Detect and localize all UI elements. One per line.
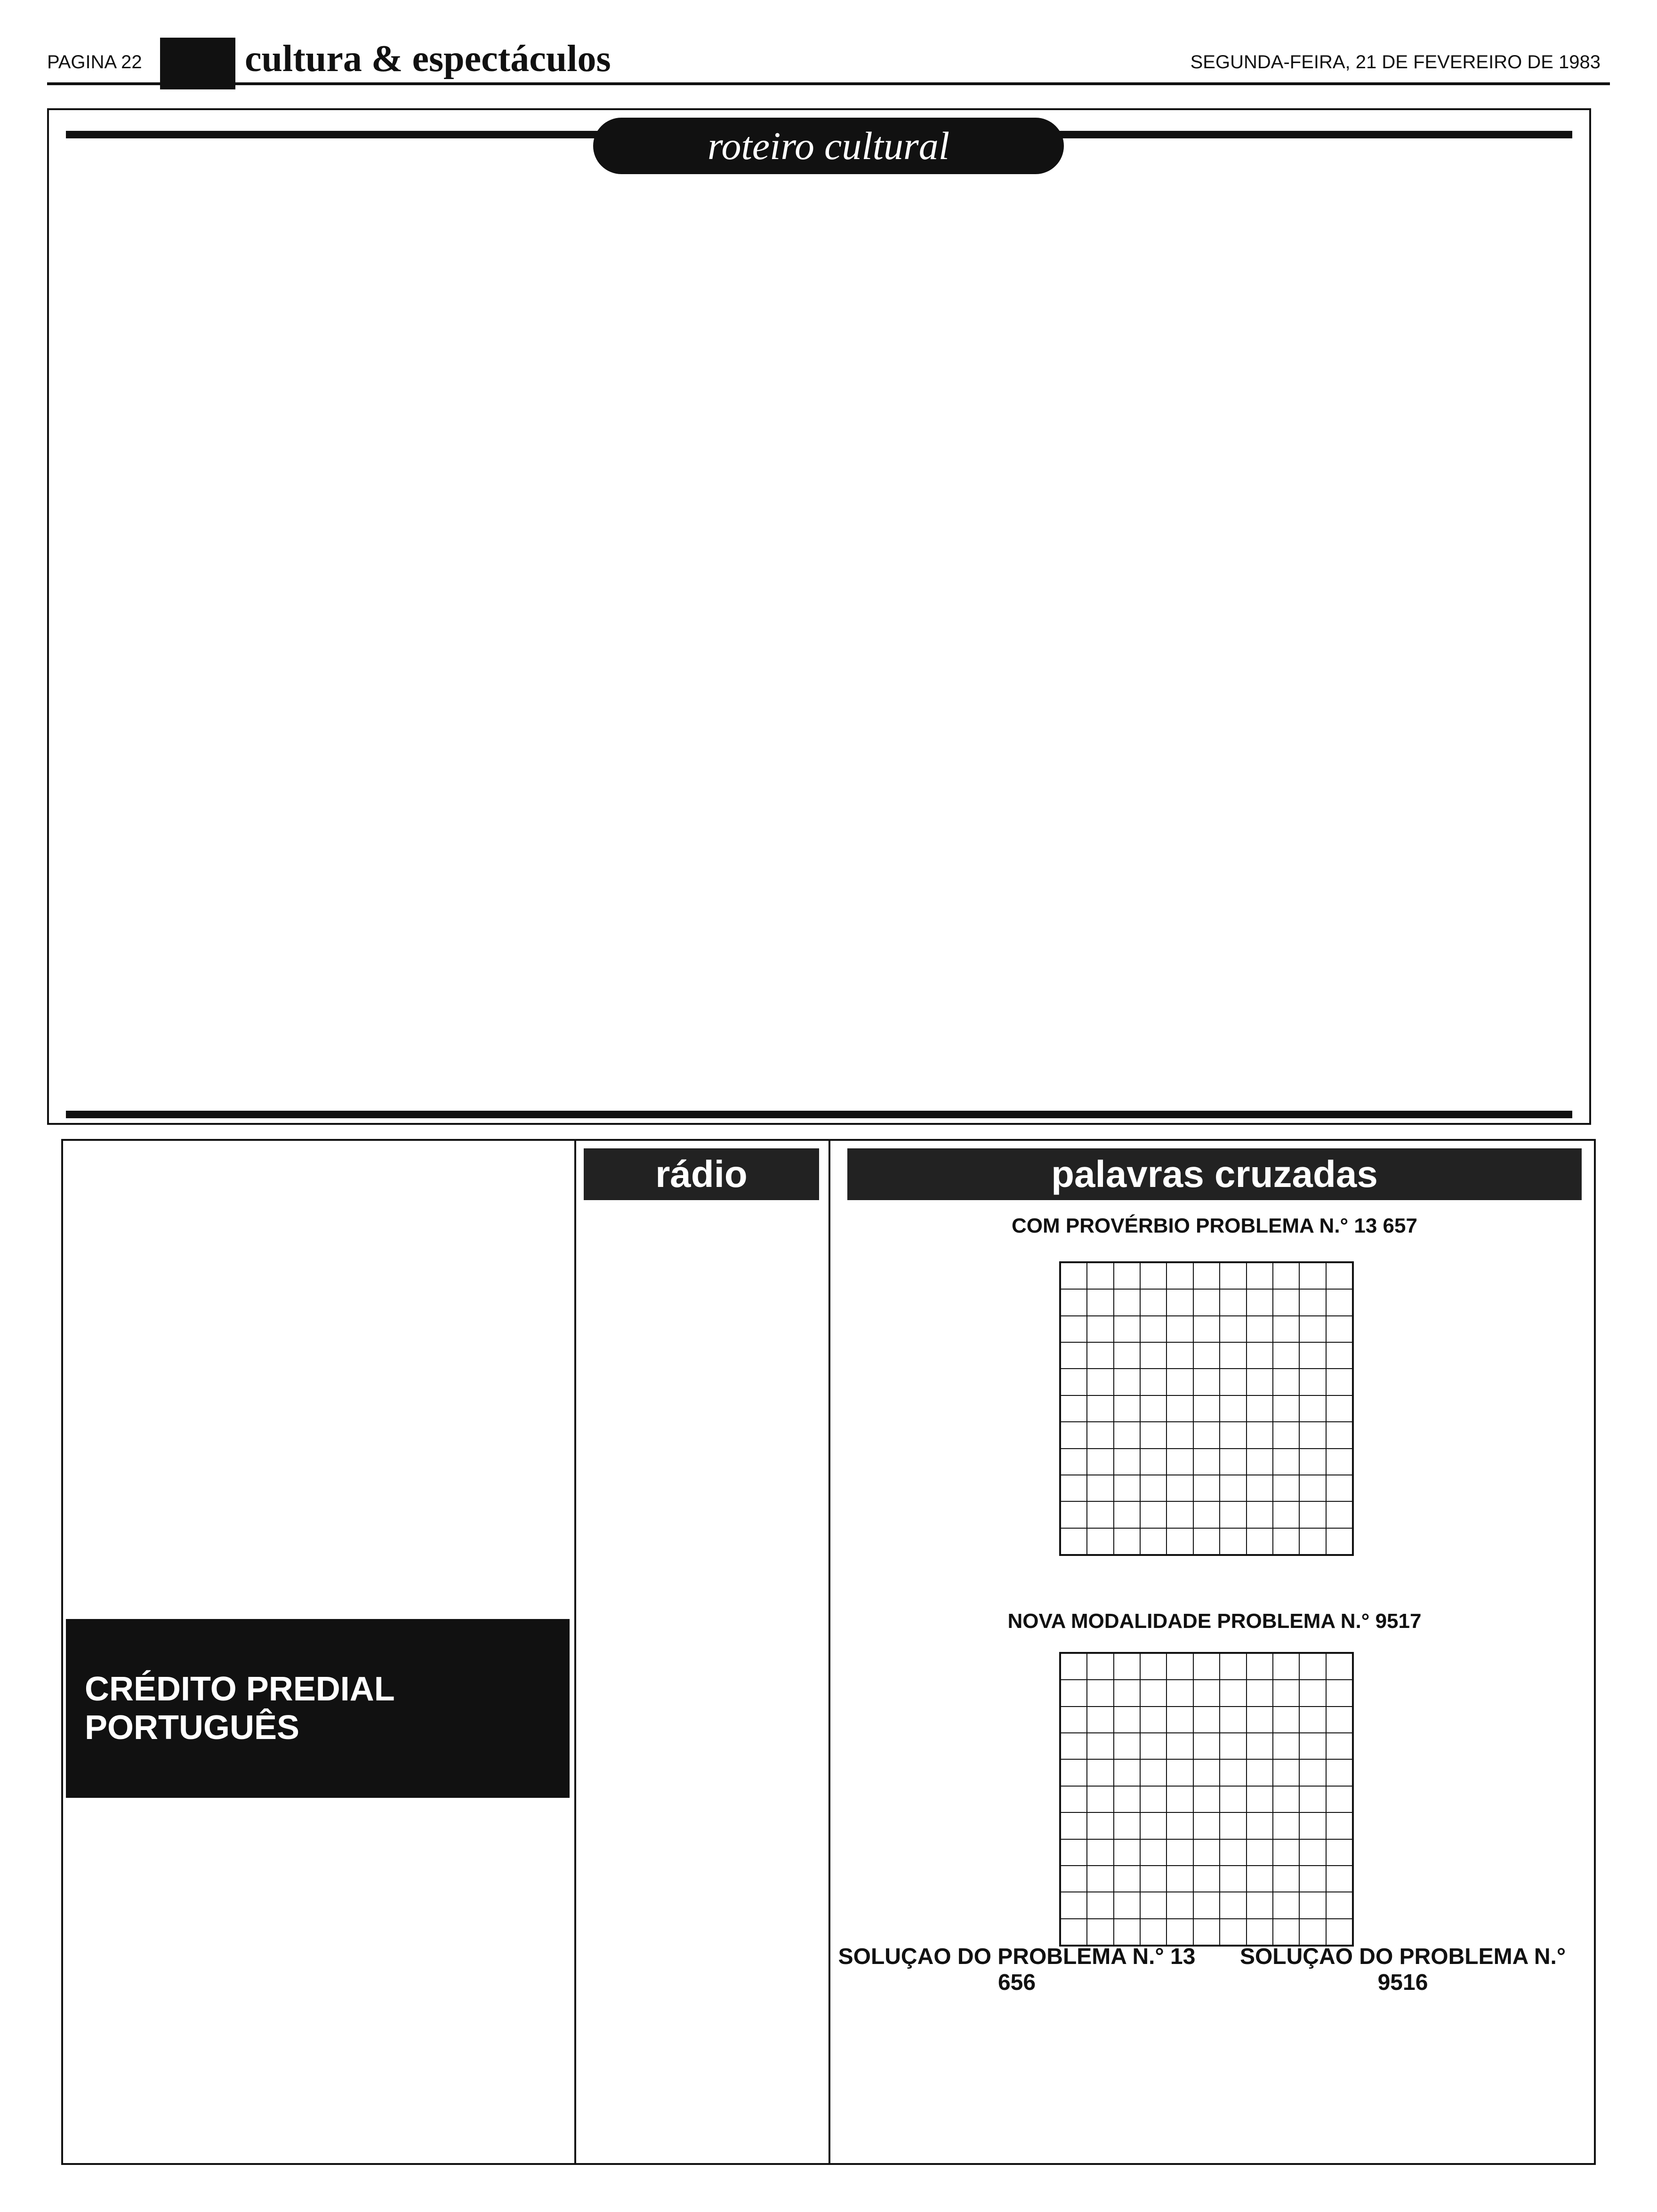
crossword-cell [1299,1369,1326,1395]
crossword-cell [1220,1653,1246,1680]
crossword-cell [1326,1528,1352,1555]
crossword-cell [1061,1892,1087,1918]
crossword-cell [1220,1342,1246,1369]
crossword-cell [1166,1263,1193,1289]
crossword-cell [1220,1395,1246,1422]
solution-2-title: SOLUÇAO DO PROBLEMA N.° 9516 [1239,1944,1566,1995]
crossword-cell [1220,1812,1246,1839]
crossword-cell [1166,1812,1193,1839]
crossword-cell [1166,1839,1193,1866]
crossword-cell [1140,1892,1166,1918]
crossword-cell [1193,1812,1220,1839]
crossword-cell [1166,1653,1193,1680]
crossword-cell [1061,1707,1087,1733]
crossword-cell [1247,1449,1273,1475]
crossword-cell [1220,1449,1246,1475]
crossword-cell [1087,1680,1113,1706]
crossword-cell [1087,1653,1113,1680]
crossword-cell [1166,1475,1193,1501]
crossword-cell [1326,1316,1352,1342]
roteiro-bottom-rule [66,1111,1572,1118]
crossword-cell [1220,1289,1246,1315]
crossword-cell [1061,1289,1087,1315]
crossword-cell [1087,1342,1113,1369]
header-rule [47,82,1610,85]
crossword-cell [1299,1866,1326,1892]
crossword-cell [1140,1839,1166,1866]
crossword-cell [1273,1733,1299,1759]
crossword-cell [1087,1449,1113,1475]
crossword-cell [1247,1653,1273,1680]
crossword-cell [1166,1866,1193,1892]
crossword-cell [1220,1422,1246,1448]
crossword-cell [1166,1680,1193,1706]
crossword-cell [1166,1528,1193,1555]
crossword-cell [1140,1733,1166,1759]
crossword-cell [1247,1707,1273,1733]
crossword-cell [1114,1289,1140,1315]
crossword-1-title: COM PROVÉRBIO PROBLEMA N.° 13 657 [1012,1214,1417,1237]
crossword-cell [1140,1653,1166,1680]
crossword-cell [1273,1653,1299,1680]
crossword-cell [1273,1316,1299,1342]
crossword-cell [1114,1759,1140,1786]
crossword-cell [1247,1839,1273,1866]
crossword-cell [1166,1919,1193,1945]
crossword-cell [1087,1501,1113,1528]
crossword-cell [1220,1919,1246,1945]
crossword-cell [1087,1289,1113,1315]
crossword-cell [1087,1812,1113,1839]
crossword-cell [1087,1316,1113,1342]
crossword-cell [1273,1289,1299,1315]
crossword-cell [1193,1395,1220,1422]
crossword-cell [1087,1263,1113,1289]
crossword-cell [1326,1759,1352,1786]
crossword-cell [1247,1395,1273,1422]
crossword-cell [1166,1449,1193,1475]
crossword-cell [1326,1919,1352,1945]
crossword-cell [1299,1707,1326,1733]
crossword-cell [1273,1342,1299,1369]
crossword-cell [1166,1892,1193,1918]
crossword-cell [1114,1316,1140,1342]
crossword-cell [1326,1892,1352,1918]
crossword-cell [1193,1707,1220,1733]
crossword-cell [1114,1263,1140,1289]
crossword-cell [1247,1733,1273,1759]
crossword-cell [1087,1786,1113,1812]
crossword-cell [1140,1342,1166,1369]
crossword-cell [1087,1369,1113,1395]
crossword-cell [1140,1501,1166,1528]
crossword-cell [1061,1919,1087,1945]
crossword-cell [1166,1316,1193,1342]
crossword-cell [1326,1501,1352,1528]
crossword-cell [1299,1812,1326,1839]
crossword-cell [1220,1892,1246,1918]
crossword-cell [1087,1528,1113,1555]
crossword-cell [1273,1812,1299,1839]
crossword-cell [1273,1866,1299,1892]
crossword-cell [1220,1680,1246,1706]
crossword-cell [1220,1786,1246,1812]
crossword-cell [1140,1528,1166,1555]
crossword-cell [1140,1475,1166,1501]
crossword-cell [1114,1369,1140,1395]
crossword-cell [1220,1316,1246,1342]
crossword-cell [1140,1263,1166,1289]
crossword-cell [1193,1786,1220,1812]
crossword-cell [1193,1289,1220,1315]
issue-date: SEGUNDA-FEIRA, 21 DE FEVEREIRO DE 1983 [1190,52,1601,72]
crossword-cell [1087,1759,1113,1786]
crossword-cell [1220,1866,1246,1892]
crossword-cell [1193,1759,1220,1786]
crossword-cell [1273,1786,1299,1812]
crossword-cell [1061,1316,1087,1342]
crossword-cell [1273,1680,1299,1706]
crossword-cell [1299,1475,1326,1501]
crossword-cell [1273,1369,1299,1395]
crossword-cell [1299,1733,1326,1759]
page-number: PAGINA 22 [47,52,142,72]
crossword-cell [1326,1342,1352,1369]
crossword-cell [1326,1449,1352,1475]
crossword-cell [1193,1866,1220,1892]
crossword-cell [1061,1395,1087,1422]
crossword-cell [1193,1919,1220,1945]
crossword-cell [1140,1422,1166,1448]
crossword-cell [1299,1680,1326,1706]
crossword-cell [1220,1501,1246,1528]
crossword-cell [1140,1316,1166,1342]
roteiro-banner: roteiro cultural [593,118,1064,174]
crossword-cell [1273,1892,1299,1918]
crossword-2-grid [1059,1652,1354,1947]
section-title: cultura & espectáculos [245,38,611,80]
crossword-cell [1326,1866,1352,1892]
crossword-cell [1326,1369,1352,1395]
crossword-cell [1299,1919,1326,1945]
radio-banner: rádio [584,1148,819,1200]
crossword-cell [1220,1839,1246,1866]
crossword-cell [1061,1501,1087,1528]
crossword-cell [1166,1786,1193,1812]
crossword-cell [1326,1395,1352,1422]
solution-1-title: SOLUÇAO DO PROBLEMA N.° 13 656 [838,1944,1196,1995]
crossword-cell [1326,1839,1352,1866]
crossword-cell [1114,1866,1140,1892]
crossword-cell [1299,1839,1326,1866]
crossword-cell [1061,1342,1087,1369]
crossword-cell [1114,1786,1140,1812]
crossword-cell [1247,1786,1273,1812]
crossword-cell [1061,1759,1087,1786]
crossword-cell [1299,1786,1326,1812]
crossword-cell [1247,1263,1273,1289]
crossword-cell [1114,1475,1140,1501]
crossword-cell [1326,1733,1352,1759]
crossword-cell [1273,1759,1299,1786]
crossword-cell [1299,1449,1326,1475]
crossword-cell [1140,1680,1166,1706]
crossword-cell [1247,1528,1273,1555]
crossword-cell [1140,1395,1166,1422]
crossword-banner: palavras cruzadas [847,1148,1582,1200]
crossword-cell [1114,1528,1140,1555]
crossword-cell [1299,1759,1326,1786]
crossword-cell [1140,1919,1166,1945]
crossword-cell [1247,1369,1273,1395]
crossword-cell [1087,1475,1113,1501]
crossword-cell [1061,1680,1087,1706]
crossword-cell [1114,1892,1140,1918]
crossword-cell [1087,1839,1113,1866]
crossword-cell [1247,1892,1273,1918]
crossword-cell [1087,1395,1113,1422]
crossword-cell [1299,1263,1326,1289]
crossword-cell [1299,1342,1326,1369]
crossword-cell [1061,1422,1087,1448]
crossword-cell [1193,1733,1220,1759]
crossword-cell [1061,1653,1087,1680]
crossword-cell [1299,1289,1326,1315]
crossword-cell [1193,1342,1220,1369]
crossword-cell [1299,1501,1326,1528]
crossword-cell [1087,1422,1113,1448]
crossword-cell [1193,1653,1220,1680]
crossword-cell [1247,1680,1273,1706]
crossword-cell [1299,1653,1326,1680]
crossword-cell [1220,1263,1246,1289]
crossword-cell [1299,1316,1326,1342]
crossword-cell [1273,1449,1299,1475]
crossword-cell [1140,1812,1166,1839]
crossword-cell [1273,1422,1299,1448]
crossword-cell [1193,1501,1220,1528]
crossword-cell [1114,1449,1140,1475]
crossword-cell [1193,1892,1220,1918]
crossword-cell [1140,1866,1166,1892]
crossword-cell [1061,1263,1087,1289]
crossword-cell [1061,1449,1087,1475]
crossword-cell [1220,1707,1246,1733]
crossword-cell [1247,1759,1273,1786]
crossword-cell [1273,1263,1299,1289]
crossword-cell [1114,1919,1140,1945]
crossword-cell [1326,1289,1352,1315]
crossword-cell [1061,1475,1087,1501]
crossword-cell [1273,1839,1299,1866]
crossword-cell [1087,1707,1113,1733]
crossword-cell [1114,1395,1140,1422]
crossword-cell [1193,1680,1220,1706]
crossword-cell [1114,1839,1140,1866]
crossword-cell [1114,1733,1140,1759]
crossword-cell [1193,1449,1220,1475]
crossword-cell [1247,1316,1273,1342]
crossword-cell [1114,1707,1140,1733]
credito-predial-ad: CRÉDITO PREDIAL PORTUGUÊS [66,1619,570,1798]
crossword-cell [1087,1919,1113,1945]
crossword-cell [1326,1786,1352,1812]
column-divider [574,1139,576,2165]
crossword-cell [1166,1289,1193,1315]
crossword-cell [1299,1422,1326,1448]
crossword-cell [1220,1733,1246,1759]
crossword-cell [1140,1449,1166,1475]
crossword-cell [1247,1501,1273,1528]
roteiro-frame [47,108,1591,1125]
crossword-cell [1140,1289,1166,1315]
crossword-cell [1166,1395,1193,1422]
crossword-cell [1247,1812,1273,1839]
crossword-cell [1061,1733,1087,1759]
crossword-cell [1166,1707,1193,1733]
crossword-cell [1140,1369,1166,1395]
crossword-cell [1273,1528,1299,1555]
crossword-cell [1247,1289,1273,1315]
crossword-cell [1326,1680,1352,1706]
crossword-cell [1114,1653,1140,1680]
crossword-cell [1193,1263,1220,1289]
crossword-cell [1326,1422,1352,1448]
crossword-cell [1193,1475,1220,1501]
crossword-cell [1273,1395,1299,1422]
crossword-cell [1273,1919,1299,1945]
crossword-cell [1273,1501,1299,1528]
crossword-cell [1140,1786,1166,1812]
crossword-cell [1326,1707,1352,1733]
crossword-cell [1140,1759,1166,1786]
crossword-cell [1326,1812,1352,1839]
crossword-cell [1140,1707,1166,1733]
crossword-cell [1326,1263,1352,1289]
crossword-cell [1326,1475,1352,1501]
crossword-cell [1273,1707,1299,1733]
crossword-cell [1087,1866,1113,1892]
crossword-cell [1193,1316,1220,1342]
crossword-cell [1220,1759,1246,1786]
crossword-cell [1193,1422,1220,1448]
crossword-cell [1061,1786,1087,1812]
crossword-cell [1247,1342,1273,1369]
crossword-cell [1220,1369,1246,1395]
crossword-cell [1193,1839,1220,1866]
crossword-cell [1087,1892,1113,1918]
crossword-cell [1220,1528,1246,1555]
crossword-2-title: NOVA MODALIDADE PROBLEMA N.° 9517 [1007,1610,1422,1633]
crossword-cell [1220,1475,1246,1501]
crossword-cell [1061,1839,1087,1866]
crossword-cell [1193,1528,1220,1555]
crossword-cell [1114,1422,1140,1448]
crossword-cell [1114,1812,1140,1839]
crossword-cell [1299,1528,1326,1555]
crossword-cell [1299,1395,1326,1422]
crossword-1-grid [1059,1261,1354,1556]
crossword-cell [1247,1866,1273,1892]
crossword-cell [1299,1892,1326,1918]
crossword-cell [1193,1369,1220,1395]
crossword-cell [1273,1475,1299,1501]
crossword-cell [1247,1919,1273,1945]
crossword-cell [1061,1866,1087,1892]
crossword-cell [1326,1653,1352,1680]
crossword-cell [1114,1501,1140,1528]
crossword-cell [1061,1528,1087,1555]
newspaper-logo [160,38,235,89]
crossword-cell [1247,1422,1273,1448]
crossword-cell [1166,1501,1193,1528]
crossword-cell [1166,1733,1193,1759]
crossword-cell [1166,1342,1193,1369]
crossword-cell [1166,1759,1193,1786]
crossword-cell [1087,1733,1113,1759]
crossword-cell [1061,1812,1087,1839]
crossword-cell [1114,1342,1140,1369]
crossword-cell [1114,1680,1140,1706]
crossword-cell [1247,1475,1273,1501]
crossword-cell [1166,1422,1193,1448]
crossword-cell [1166,1369,1193,1395]
crossword-cell [1061,1369,1087,1395]
column-divider [828,1139,830,2165]
